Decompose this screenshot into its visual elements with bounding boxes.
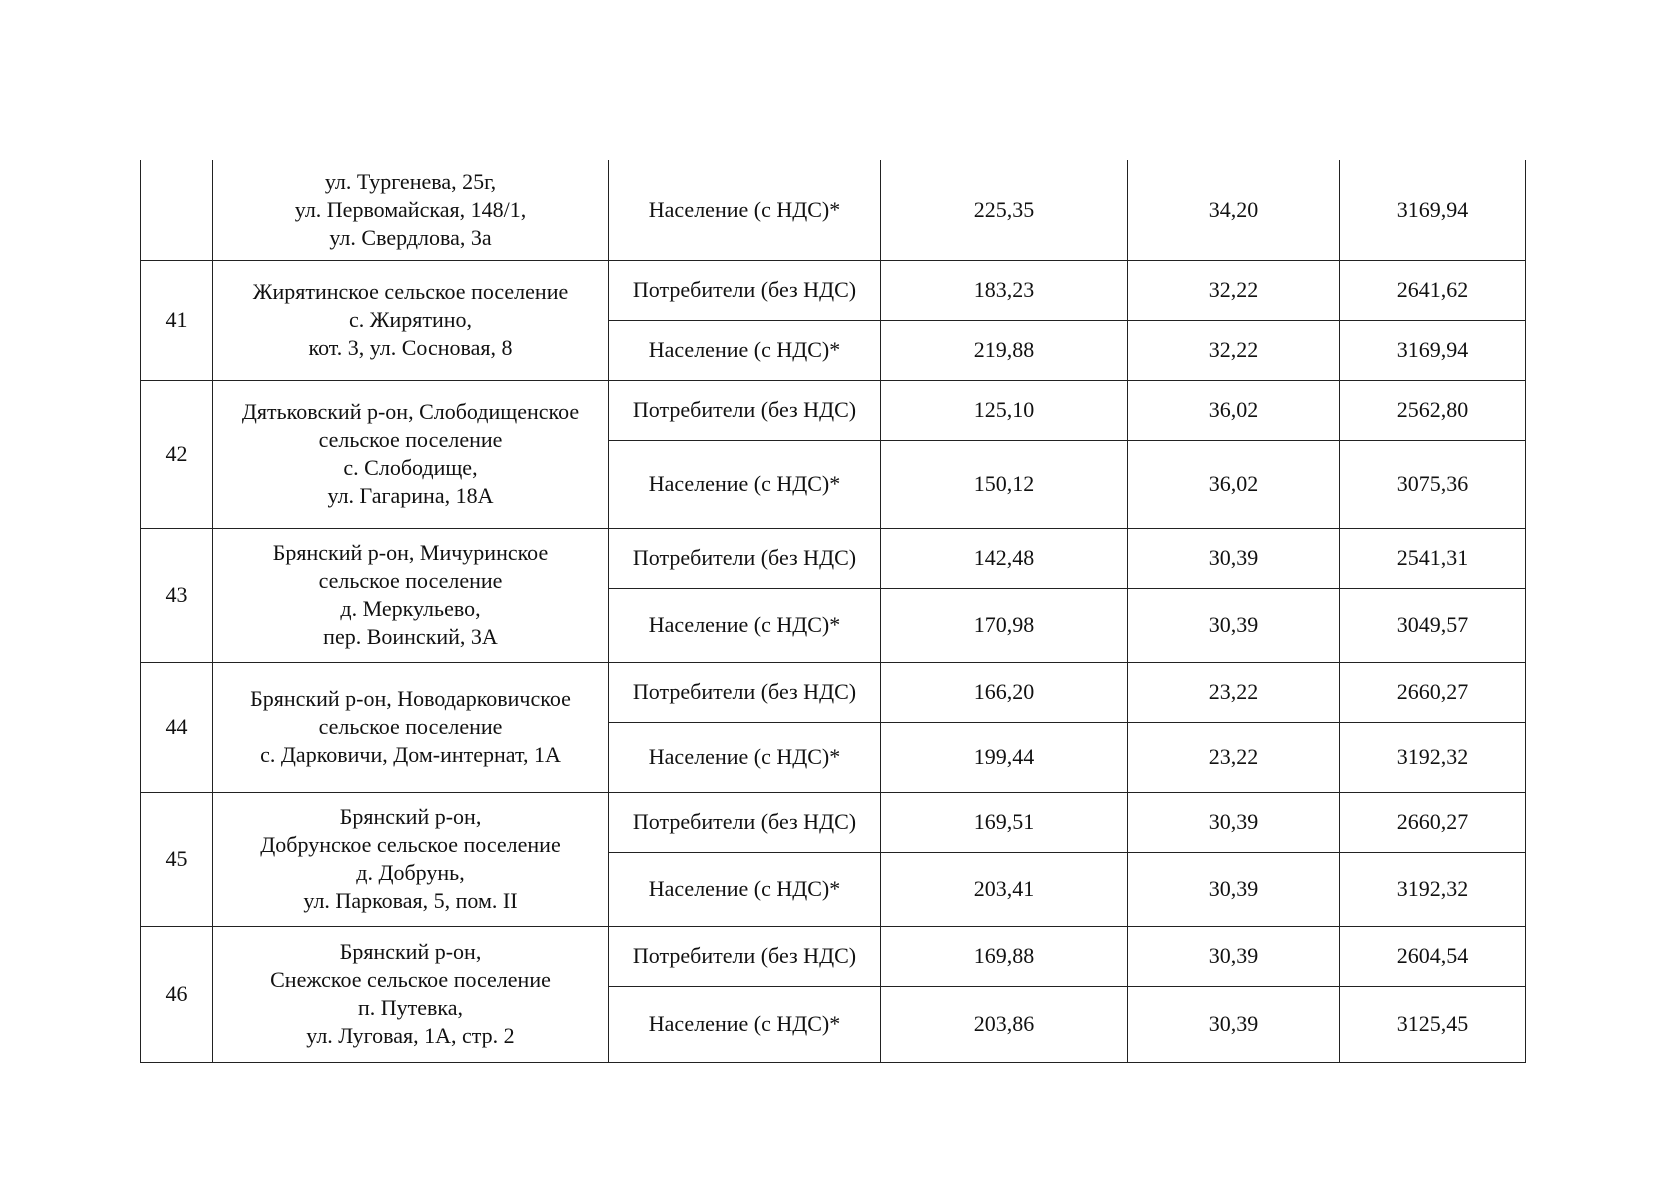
consumer-category: Население (с НДС)*	[609, 160, 881, 260]
table-row	[141, 160, 1526, 260]
value-col-3: 2562,80	[1340, 380, 1526, 440]
value-col-1: 169,88	[881, 926, 1128, 986]
address-line: Жирятинское сельское поселение	[252, 279, 569, 304]
value-col-1: 203,41	[881, 852, 1128, 926]
value-col-3: 3192,32	[1340, 722, 1526, 792]
value-col-2: 36,02	[1128, 440, 1340, 528]
table-body	[141, 160, 1526, 1062]
address-line: Брянский р-он, Новодарковичское	[250, 686, 571, 711]
consumer-category: Потребители (без НДС)	[609, 792, 881, 852]
value-col-2: 36,02	[1128, 380, 1340, 440]
value-col-3: 3169,94	[1340, 160, 1526, 260]
address-line: Дятьковский р-он, Слободищенское	[241, 399, 580, 424]
value-col-2: 32,22	[1128, 260, 1340, 320]
address-line: д. Добрунь,	[356, 860, 465, 885]
value-col-3: 3049,57	[1340, 588, 1526, 662]
address-line: ул. Луговая, 1А, стр. 2	[306, 1023, 515, 1048]
value-col-2: 23,22	[1128, 722, 1340, 792]
value-col-1: 150,12	[881, 440, 1128, 528]
address-line: сельское поселение	[318, 714, 503, 739]
value-col-2: 30,39	[1128, 792, 1340, 852]
value-col-1: 125,10	[881, 380, 1128, 440]
value-col-2: 30,39	[1128, 986, 1340, 1062]
value-col-3: 3169,94	[1340, 320, 1526, 380]
table-row	[141, 260, 1526, 320]
consumer-category: Население (с НДС)*	[609, 320, 881, 380]
table-row	[141, 528, 1526, 588]
row-number: 43	[141, 528, 213, 662]
consumer-category: Население (с НДС)*	[609, 588, 881, 662]
value-col-3: 3075,36	[1340, 440, 1526, 528]
address-cell	[213, 380, 609, 528]
tariff-table	[140, 160, 1526, 1063]
value-col-3: 2541,31	[1340, 528, 1526, 588]
value-col-3: 2660,27	[1340, 792, 1526, 852]
address-cell	[213, 926, 609, 1062]
value-col-3: 3125,45	[1340, 986, 1526, 1062]
address-line: ул. Тургенева, 25г,	[324, 168, 497, 194]
address-line: Брянский р-он,	[339, 939, 482, 964]
address-line: Брянский р-он,	[339, 804, 482, 829]
value-col-3: 3192,32	[1340, 852, 1526, 926]
address-line: ул. Свердлова, 3а	[329, 224, 492, 250]
value-col-1: 170,98	[881, 588, 1128, 662]
value-col-3: 2660,27	[1340, 662, 1526, 722]
value-col-3: 2641,62	[1340, 260, 1526, 320]
consumer-category: Население (с НДС)*	[609, 440, 881, 528]
value-col-1: 142,48	[881, 528, 1128, 588]
value-col-2: 23,22	[1128, 662, 1340, 722]
value-col-2: 30,39	[1128, 528, 1340, 588]
address-line: с. Жирятино,	[348, 307, 473, 332]
value-col-1: 183,23	[881, 260, 1128, 320]
address-cell	[213, 160, 609, 260]
consumer-category: Потребители (без НДС)	[609, 380, 881, 440]
row-number	[141, 160, 213, 260]
value-col-1: 219,88	[881, 320, 1128, 380]
consumer-category: Население (с НДС)*	[609, 852, 881, 926]
value-col-1: 203,86	[881, 986, 1128, 1062]
value-col-1: 199,44	[881, 722, 1128, 792]
address-cell	[213, 792, 609, 926]
address-line: Снежское сельское поселение	[270, 967, 551, 992]
value-col-2: 30,39	[1128, 588, 1340, 662]
address-line: ул. Гагарина, 18А	[327, 483, 494, 508]
row-number: 45	[141, 792, 213, 926]
consumer-category: Потребители (без НДС)	[609, 528, 881, 588]
address-line: д. Меркульево,	[340, 596, 481, 621]
consumer-category: Потребители (без НДС)	[609, 260, 881, 320]
address-line: кот. 3, ул. Сосновая, 8	[308, 335, 513, 360]
address-line: с. Слободище,	[343, 455, 478, 480]
address-line: сельское поселение	[318, 568, 503, 593]
address-line: ул. Первомайская, 148/1,	[294, 196, 527, 222]
address-line: пер. Воинский, 3А	[323, 624, 498, 649]
row-number: 42	[141, 380, 213, 528]
address-cell	[213, 662, 609, 792]
address-cell	[213, 528, 609, 662]
consumer-category: Потребители (без НДС)	[609, 926, 881, 986]
value-col-1: 166,20	[881, 662, 1128, 722]
table-row	[141, 792, 1526, 852]
value-col-1: 169,51	[881, 792, 1128, 852]
row-number: 44	[141, 662, 213, 792]
table-row	[141, 662, 1526, 722]
address-line: Брянский р-он, Мичуринское	[272, 540, 549, 565]
value-col-2: 34,20	[1128, 160, 1340, 260]
row-number: 41	[141, 260, 213, 380]
value-col-1: 225,35	[881, 160, 1128, 260]
table-row	[141, 380, 1526, 440]
address-line: Добрунское сельское поселение	[260, 832, 561, 857]
consumer-category: Население (с НДС)*	[609, 986, 881, 1062]
row-number: 46	[141, 926, 213, 1062]
value-col-2: 30,39	[1128, 852, 1340, 926]
address-line: п. Путевка,	[357, 995, 464, 1020]
address-line: сельское поселение	[318, 427, 503, 452]
address-line: с. Дарковичи, Дом-интернат, 1А	[260, 742, 561, 767]
value-col-2: 32,22	[1128, 320, 1340, 380]
table-row	[141, 926, 1526, 986]
value-col-3: 2604,54	[1340, 926, 1526, 986]
consumer-category: Потребители (без НДС)	[609, 662, 881, 722]
address-line: ул. Парковая, 5, пом. II	[303, 888, 518, 913]
consumer-category: Население (с НДС)*	[609, 722, 881, 792]
address-cell	[213, 260, 609, 380]
value-col-2: 30,39	[1128, 926, 1340, 986]
